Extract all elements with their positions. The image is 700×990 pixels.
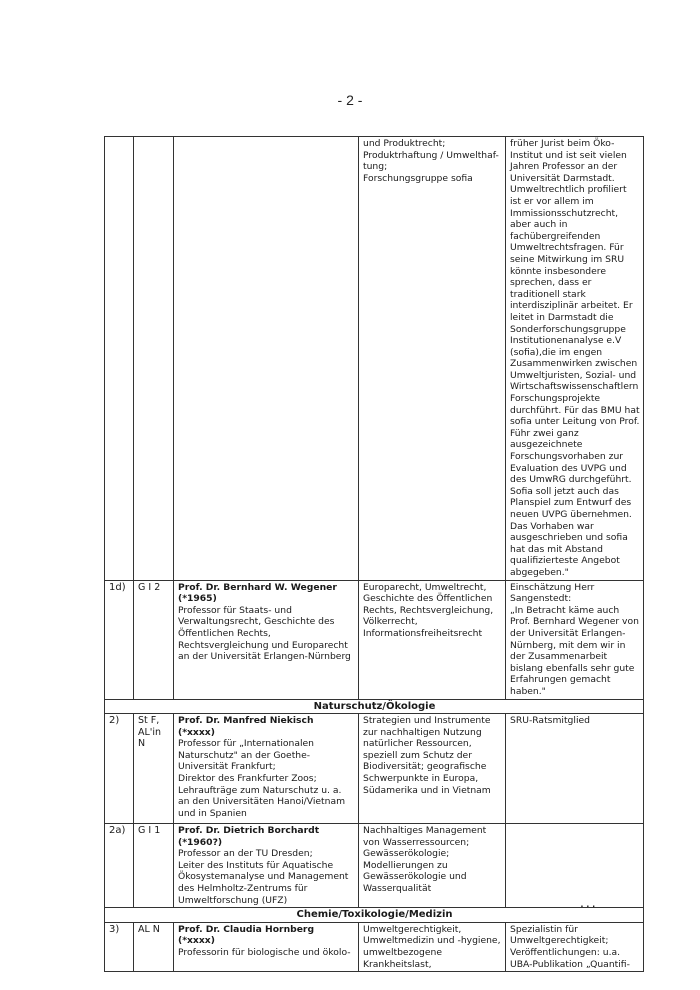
person-name: Prof. Dr. Dietrich Borchardt xyxy=(178,825,320,837)
expert-table xyxy=(104,136,644,972)
section-title: Naturschutz/Ökologie xyxy=(105,699,644,714)
group-cell: G I 1 xyxy=(134,824,174,908)
table-row-wegener xyxy=(105,580,644,699)
expertise-cell: und Produktrecht; Produktrhaftung / Umwelthaf- tung; Forschungsgruppe sofia xyxy=(359,137,506,581)
table-row-niekisch xyxy=(105,714,644,824)
num-cell: 1d) xyxy=(105,580,134,699)
notes-cell: SRU-Ratsmitglied xyxy=(506,714,644,824)
person-cell xyxy=(174,580,359,699)
continuation-marker: ... xyxy=(580,894,598,910)
num-cell: 3) xyxy=(105,922,134,971)
notes-cell xyxy=(506,824,644,908)
person-description: Professor für „Internationalen Naturschutz" an der Goethe-Universität Frankfurt; Direktor des Frankfurter Zoos; Lehraufträge zum Naturschutz u. a. an den Universitäten Hanoi/Vietnam und in Spanien xyxy=(178,738,346,819)
page-number: - 2 - xyxy=(337,92,363,108)
num-cell: 2a) xyxy=(105,824,134,908)
section-header-naturschutz xyxy=(105,699,644,714)
expertise-cell: Europarecht, Umweltrecht, Geschichte des Öffentlichen Rechts, Rechtsvergleichung, Völkerrecht, Informationsfreiheitsrecht xyxy=(359,580,506,699)
num-cell xyxy=(105,137,134,581)
person-name: Prof. Dr. Manfred Niekisch xyxy=(178,715,314,727)
notes-cell: Einschätzung Herr Sangenstedt: „In Betracht käme auch Prof. Bernhard Wegener von der Universität Erlangen-Nürnberg, mit dem wir in der Zusammenarbeit bislang ebenfalls sehr gute Erfahrungen gemacht haben." xyxy=(506,580,644,699)
table-row-continuation xyxy=(105,137,644,581)
person-name: Prof. Dr. Claudia Hornberg xyxy=(178,923,315,935)
group-cell: St F, AL'in N xyxy=(134,714,174,824)
person-born: (*xxxx) xyxy=(178,726,215,738)
person-born: (*1960?) xyxy=(178,836,223,848)
expertise-cell: Nachhaltiges Management von Wasserressourcen; Gewässerökologie; Modellierungen zu Gewässerökologie und Wasserqualität xyxy=(359,824,506,908)
person-description: Professor für Staats- und Verwaltungsrecht, Geschichte des Öffentlichen Rechts, Rechtsvergleichung und Europarecht an der Universität Erlangen-Nürnberg xyxy=(178,604,351,663)
person-description: Professorin für biologische und ökolo- xyxy=(178,947,351,959)
group-cell: G I 2 xyxy=(134,580,174,699)
person-cell xyxy=(174,714,359,824)
notes-cell: früher Jurist beim Öko-Institut und ist seit vielen Jahren Professor an der Universität Darmstadt. Umweltrechtlich profiliert ist er vor allem im Immissionsschutzrecht, aber auch in fachübergreifenden Umweltrechtsfragen. Für seine Mitwirkung im SRU könnte insbesondere sprechen, dass er traditionell stark interdisziplinär arbeitet. Er leitet in Darmstadt die Sonderforschungsgruppe Institutionenanalyse e.V (sofia),die im engen Zusammenwirken zwischen Umweltjuristen, Sozial- und Wirtschaftswissenschaftlern Forschungsprojekte durchführt. Für das BMU hat sofia unter Leitung von Prof. Führ zwei ganz ausgezeichnete Forschungsvorhaben zur Evaluation des UVPG und des UmwRG durchgeführt. Sofia soll jetzt auch das Planspiel zum Entwurf des neuen UVPG übernehmen. Das Vorhaben war ausgeschrieben und sofia hat das mit Abstand qualifizierteste Angebot abgegeben." xyxy=(506,137,644,581)
person-born: (*xxxx) xyxy=(178,935,215,947)
notes-cell: Spezialistin für Umweltgerechtigkeit; Veröffentlichungen: u.a. UBA-Publikation „Quantifi- xyxy=(506,922,644,971)
person-cell xyxy=(174,922,359,971)
table-row-hornberg xyxy=(105,922,644,971)
num-cell: 2) xyxy=(105,714,134,824)
expertise-cell: Umweltgerechtigkeit, Umweltmedizin und -hygiene, umweltbezogene Krankheitslast, xyxy=(359,922,506,971)
table-row-borchardt xyxy=(105,824,644,908)
person-cell xyxy=(174,137,359,581)
expertise-cell: Strategien und Instrumente zur nachhaltigen Nutzung natürlicher Ressourcen, speziell zum Schutz der Biodiversität; geografische Schwerpunkte in Europa, Südamerika und in Vietnam xyxy=(359,714,506,824)
section-header-chemie xyxy=(105,908,644,923)
person-name: Prof. Dr. Bernhard W. Wegener xyxy=(178,581,337,593)
group-cell xyxy=(134,137,174,581)
group-cell: AL N xyxy=(134,922,174,971)
person-cell xyxy=(174,824,359,908)
person-description: Professor an der TU Dresden; Leiter des Instituts für Aquatische Ökosystemanalyse und Management des Helmholtz-Zentrums für Umweltforschung (UFZ) xyxy=(178,848,349,906)
person-born: (*1965) xyxy=(178,593,217,605)
section-title: Chemie/Toxikologie/Medizin xyxy=(105,908,644,923)
